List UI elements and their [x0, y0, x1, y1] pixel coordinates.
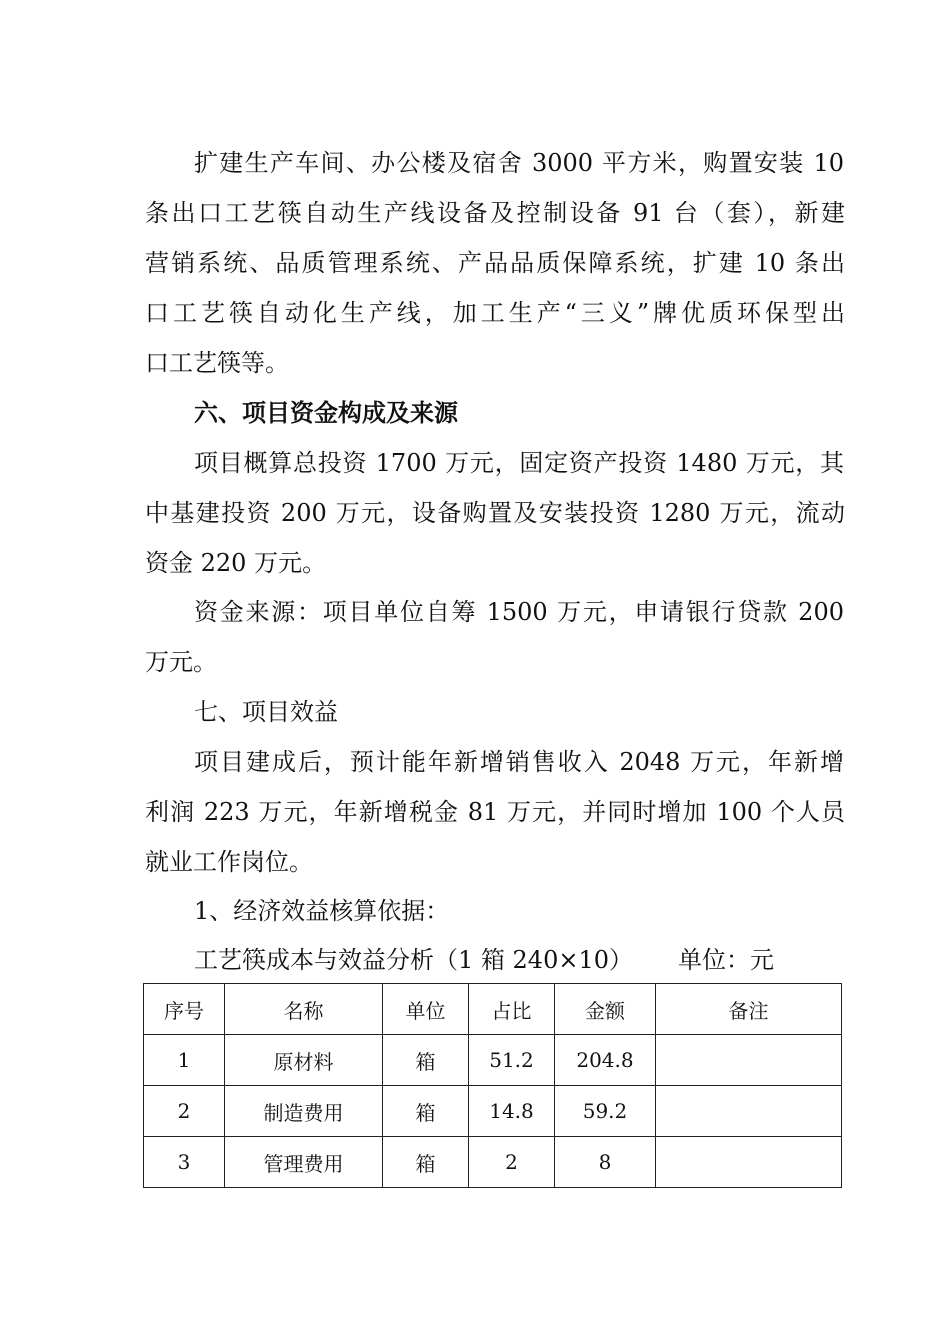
table-header-cell: 金额	[555, 984, 656, 1035]
table-header-cell: 序号	[144, 984, 225, 1035]
table-row	[144, 1137, 842, 1188]
table-cell	[656, 1086, 842, 1137]
paragraph-line: 条出口工艺筷自动生产线设备及控制设备 91 台（套），新建	[145, 199, 845, 227]
table-cell: 箱	[383, 1086, 469, 1137]
table-header-cell: 名称	[225, 984, 383, 1035]
paragraph-line: 营销系统、品质管理系统、产品品质保障系统，扩建 10 条出	[145, 249, 845, 277]
paragraph-line: 万元。	[145, 648, 217, 676]
table-cell: 2	[144, 1086, 225, 1137]
table-cell: 59.2	[555, 1086, 656, 1137]
table-header-cell: 单位	[383, 984, 469, 1035]
table-cell	[656, 1035, 842, 1086]
subsection-label: 1、经济效益核算依据：	[194, 897, 450, 925]
paragraph-line: 中基建投资 200 万元，设备购置及安装投资 1280 万元，流动	[145, 499, 845, 527]
paragraph-line: 资金 220 万元。	[145, 549, 327, 577]
paragraph-line: 资金来源：项目单位自筹 1500 万元，申请银行贷款 200	[194, 598, 844, 626]
table-cell: 原材料	[225, 1035, 383, 1086]
table-cell: 2	[469, 1137, 555, 1188]
paragraph-line: 扩建生产车间、办公楼及宿舍 3000 平方米，购置安装 10	[194, 149, 844, 177]
table-cell: 箱	[383, 1137, 469, 1188]
paragraph-line: 项目概算总投资 1700 万元，固定资产投资 1480 万元，其	[194, 449, 844, 477]
table-header-cell: 占比	[469, 984, 555, 1035]
table-header-cell: 备注	[656, 984, 842, 1035]
table-caption: 工艺筷成本与效益分析（1 箱 240×10）	[194, 946, 633, 974]
table-row	[144, 1035, 842, 1086]
section-heading: 六、项目资金构成及来源	[194, 398, 458, 427]
table-cell: 管理费用	[225, 1137, 383, 1188]
cost-benefit-table	[143, 983, 842, 1188]
table-cell: 箱	[383, 1035, 469, 1086]
paragraph-line: 口工艺筷自动化生产线，加工生产“三义”牌优质环保型出	[145, 299, 845, 327]
table-cell: 3	[144, 1137, 225, 1188]
paragraph-line: 利润 223 万元，年新增税金 81 万元，并同时增加 100 个人员	[145, 798, 845, 826]
table-header-row	[144, 984, 842, 1035]
table-cell	[656, 1137, 842, 1188]
table-cell: 1	[144, 1035, 225, 1086]
table-unit-label: 单位：元	[678, 946, 774, 974]
table-cell: 制造费用	[225, 1086, 383, 1137]
table-row	[144, 1086, 842, 1137]
paragraph-line: 就业工作岗位。	[145, 848, 313, 876]
section-heading: 七、项目效益	[194, 698, 338, 726]
table-cell: 51.2	[469, 1035, 555, 1086]
table-cell: 14.8	[469, 1086, 555, 1137]
paragraph-line: 项目建成后，预计能年新增销售收入 2048 万元，年新增	[194, 748, 844, 776]
table-cell: 8	[555, 1137, 656, 1188]
table-cell: 204.8	[555, 1035, 656, 1086]
paragraph-line: 口工艺筷等。	[145, 349, 289, 377]
